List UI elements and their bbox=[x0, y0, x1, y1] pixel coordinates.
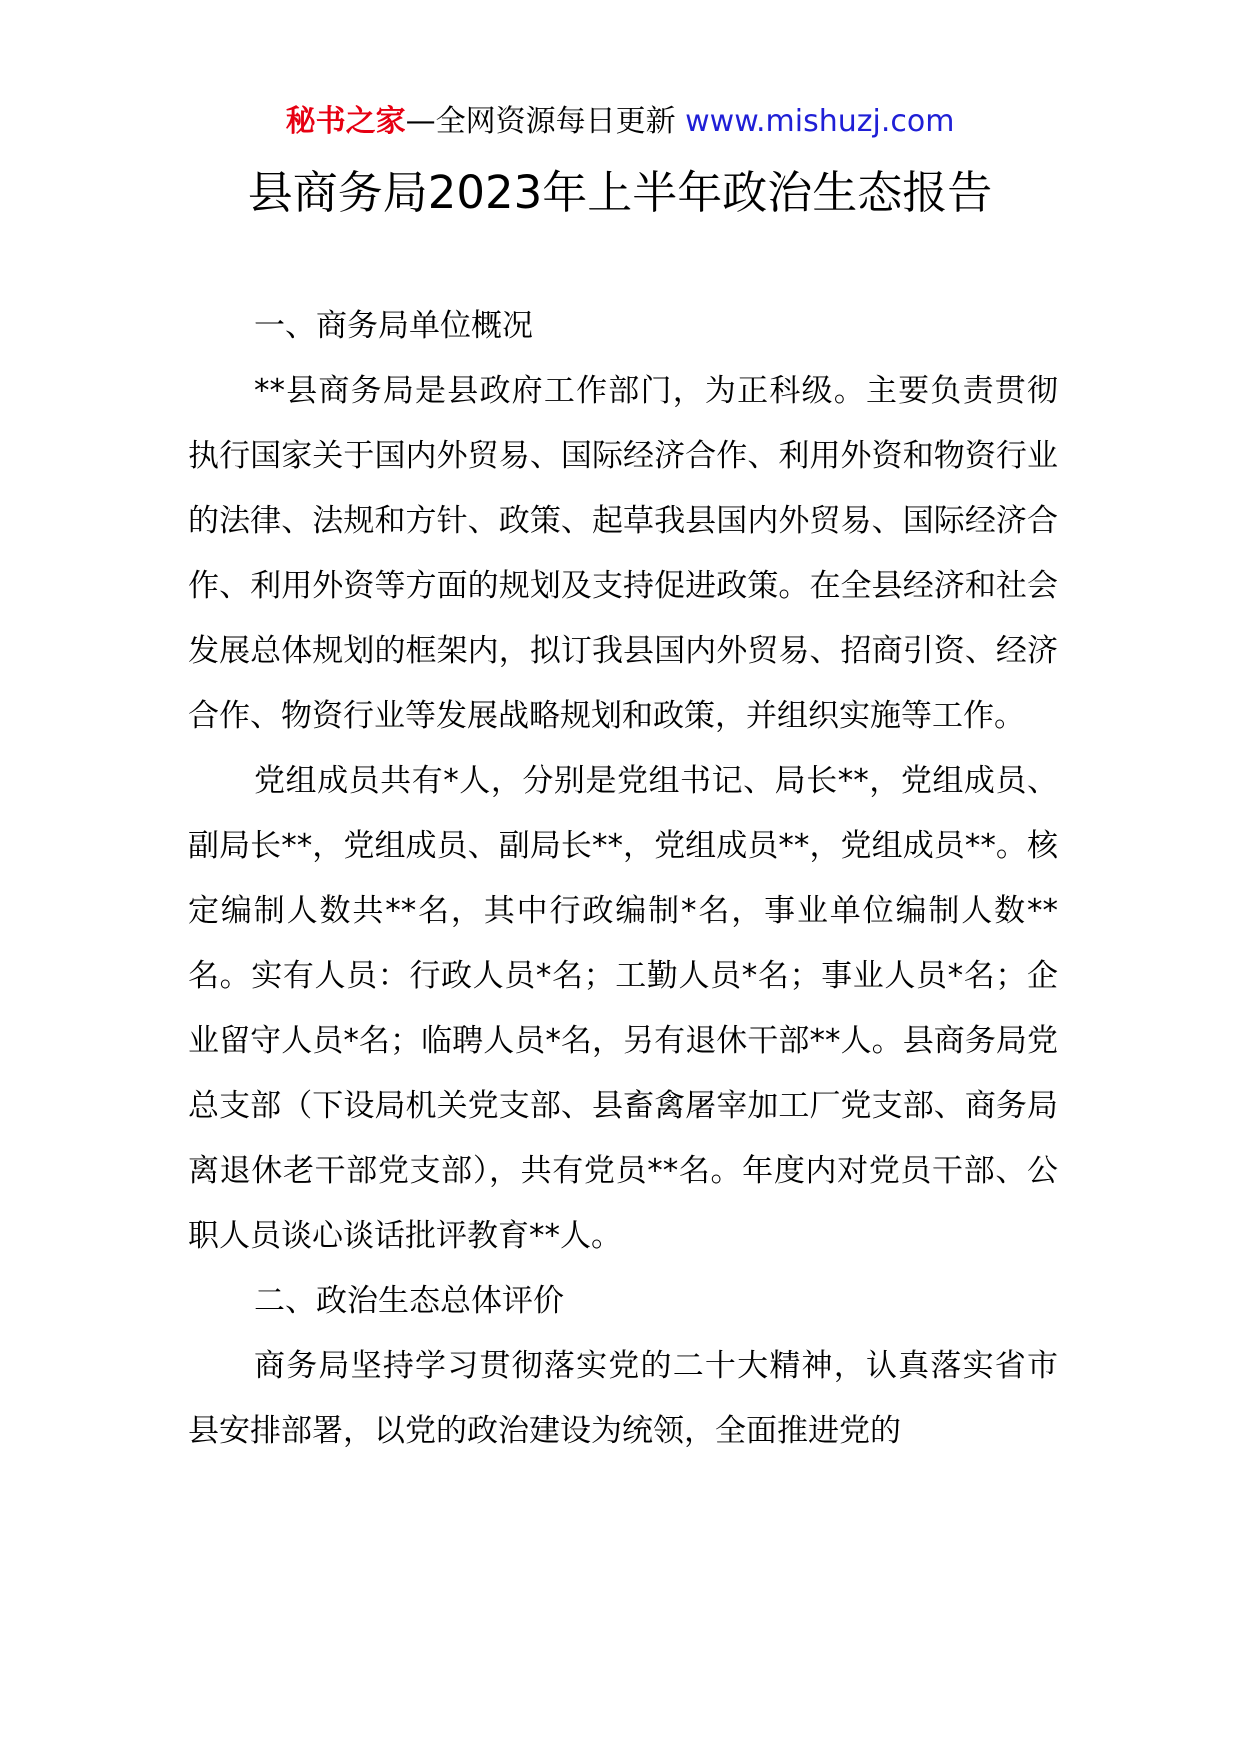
paragraph-evaluation: 商务局坚持学习贯彻落实党的二十大精神，认真落实省市县安排部署，以党的政治建设为统领，全面推进党的 bbox=[188, 1348, 1058, 1449]
watermark-header bbox=[0, 100, 1240, 144]
paragraph-staffing: 党组成员共有*人，分别是党组书记、局长**，党组成员、副局长**，党组成员、副局长**，党组成员**，党组成员**。核定编制人数共**名，其中行政编制*名，事业单位编制人数**名。实有人员：行政人员*名；工勤人员*名；事业人员*名；企业留守人员*名；临聘人员*名，另有退休干部**人。县商务局党总支部（下设局机关党支部、县畜禽屠宰加工厂党支部、商务局离退休老干部党支部），共有党员**名。年度内对党员干部、公职人员谈心谈话批评教育**人。 bbox=[188, 763, 1058, 1254]
section-heading-2: 二、政治生态总体评价 bbox=[254, 1283, 564, 1319]
document-title: 县商务局2023年上半年政治生态报告 bbox=[247, 166, 993, 219]
section-heading-1: 一、商务局单位概况 bbox=[254, 308, 533, 344]
site-url[interactable]: www.mishuzj.com bbox=[685, 104, 955, 139]
document-body bbox=[188, 294, 1058, 1464]
paragraph-unit-overview: **县商务局是县政府工作部门，为正科级。主要负责贯彻执行国家关于国内外贸易、国际经济合作、利用外资和物资行业的法律、法规和方针、政策、起草我县国内外贸易、国际经济合作、利用外资等方面的规划及支持促进政策。在全县经济和社会发展总体规划的框架内，拟订我县国内外贸易、招商引资、经济合作、物资行业等发展战略规划和政策，并组织实施等工作。 bbox=[188, 373, 1058, 734]
slogan: —全网资源每日更新 bbox=[405, 104, 686, 139]
brand-name: 秘书之家 bbox=[285, 104, 406, 139]
